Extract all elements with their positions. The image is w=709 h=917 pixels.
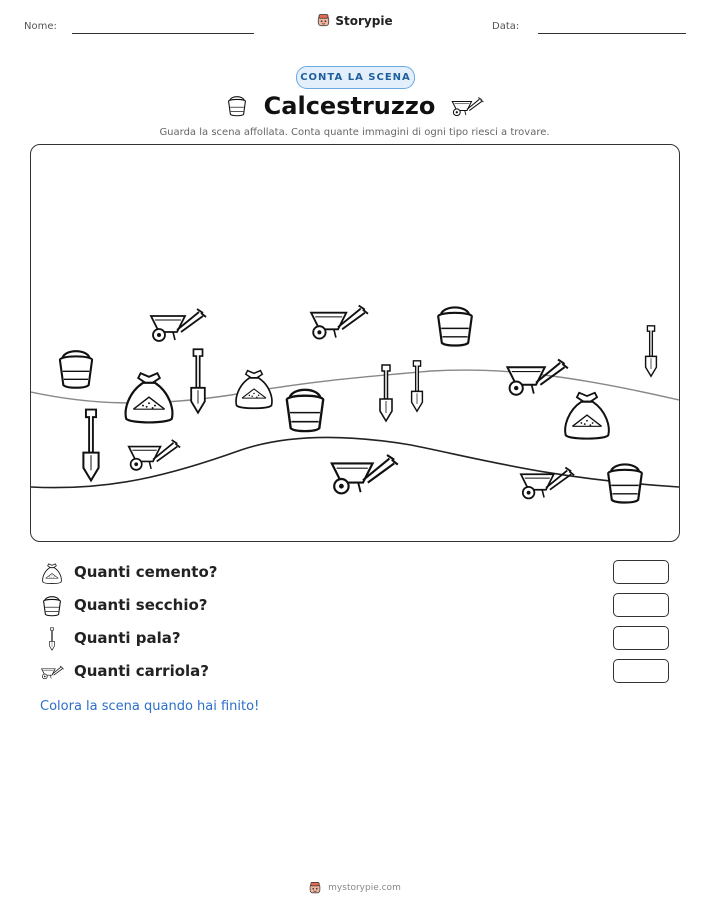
brand [0,13,709,32]
answer-box-shovel[interactable] [613,626,669,650]
scene-wheelbarrow-icon [332,455,398,493]
scene-cement-bag-icon [236,371,272,409]
scene-wheelbarrow-icon [151,309,206,341]
question-label: Quanti carriola? [74,662,209,680]
storypie-logo-icon [316,13,331,28]
scene-shovel-icon [380,365,392,421]
scene-wheelbarrow-icon [311,306,368,339]
scene-bucket-icon [60,351,92,388]
answer-box-wheelbarrow[interactable] [613,659,669,683]
name-label: Nome: [24,21,57,32]
site-url[interactable]: mystorypie.com [328,883,401,893]
scene-bucket-icon [287,390,323,431]
title-row [0,92,709,120]
scene-bucket-icon [608,464,642,502]
scene-illustration [31,145,679,541]
date-line[interactable] [538,33,686,34]
question-label: Quanti cemento? [74,563,218,581]
page-title: Calcestruzzo [263,92,436,120]
answer-box-cement[interactable] [613,560,669,584]
question-row-wheelbarrow [40,659,670,687]
wheelbarrow-icon [40,660,64,684]
cement-bag-icon [40,561,64,585]
scene-shovel-icon [83,410,98,481]
scene-shovel-icon [191,349,205,412]
question-row-bucket [40,593,670,621]
shovel-icon [40,627,64,651]
scene-shovel-icon [412,361,423,411]
question-label: Quanti pala? [74,629,181,647]
bucket-icon [40,594,64,618]
coloring-instruction: Colora la scena quando hai finito! [40,699,260,714]
bucket-icon [225,93,249,119]
activity-badge: CONTA LA SCENA [296,66,415,89]
brand-name: Storypie [335,13,393,28]
question-label: Quanti secchio? [74,596,208,614]
wheelbarrow-icon [450,94,484,118]
site-footer [0,880,709,899]
answer-box-bucket[interactable] [613,593,669,617]
instructions: Guarda la scena affollata. Conta quante immagini di ogni tipo riesci a trovare. [159,127,550,138]
scene-cement-bag-icon [126,373,173,422]
storypie-logo-icon [308,881,322,895]
question-row-cement [40,560,670,588]
scene-bucket-icon [438,307,472,345]
scene-wheelbarrow-icon [129,440,180,470]
scene-shovel-icon [646,326,657,376]
counting-scene[interactable] [30,144,680,542]
scene-cement-bag-icon [565,393,609,439]
question-row-shovel [40,626,670,654]
date-label: Data: [492,21,520,32]
name-line[interactable] [72,33,254,34]
